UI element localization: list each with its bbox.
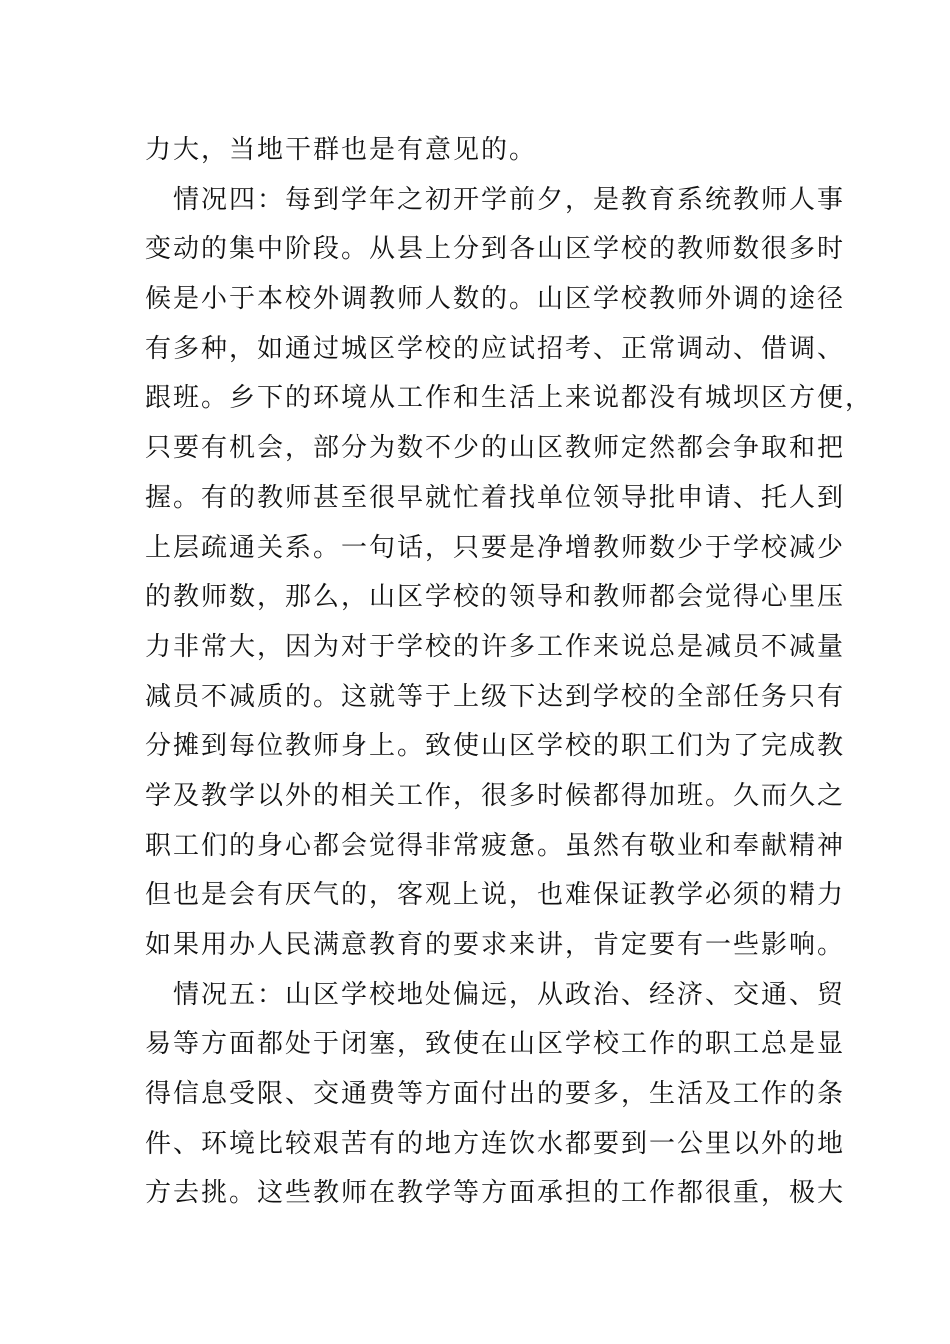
paragraph-start-line: 情况四：每到学年之初开学前夕，是教育系统教师人事	[145, 184, 846, 215]
text-line: 候是小于本校外调教师人数的。山区学校教师外调的途径	[145, 284, 846, 315]
text-line: 学及教学以外的相关工作，很多时候都得加班。久而久之	[145, 780, 846, 811]
text-line: 如果用办人民满意教育的要求来讲，肯定要有一些影响。	[145, 930, 846, 960]
text-line: 件、环境比较艰苦有的地方连饮水都要到一公里以外的地	[145, 1128, 846, 1159]
text-line: 分摊到每位教师身上。致使山区学校的职工们为了完成教	[145, 731, 846, 762]
text-line: 上层疏通关系。一句话，只要是净增教师数少于学校减少	[145, 532, 846, 563]
text-line: 得信息受限、交通费等方面付出的要多，生活及工作的条	[145, 1079, 846, 1110]
text-line: 跟班。乡下的环境从工作和生活上来说都没有城坝区方便，	[145, 383, 874, 414]
text-line: 变动的集中阶段。从县上分到各山区学校的教师数很多时	[145, 234, 846, 265]
text-line: 的教师数，那么，山区学校的领导和教师都会觉得心里压	[145, 582, 846, 613]
text-line: 只要有机会，部分为数不少的山区教师定然都会争取和把	[145, 433, 846, 464]
text-line: 但也是会有厌气的，客观上说，也难保证教学必须的精力	[145, 880, 846, 911]
text-line: 易等方面都处于闭塞，致使在山区学校工作的职工总是显	[145, 1029, 846, 1060]
text-line: 减员不减质的。这就等于上级下达到学校的全部任务只有	[145, 681, 846, 712]
text-line: 有多种，如通过城区学校的应试招考、正常调动、借调、	[145, 333, 846, 364]
body-text	[145, 126, 874, 1219]
text-line: 握。有的教师甚至很早就忙着找单位领导批申请、托人到	[145, 482, 846, 513]
paragraph-start-line: 情况五：山区学校地处偏远，从政治、经济、交通、贸	[145, 979, 846, 1010]
text-line: 方去挑。这些教师在教学等方面承担的工作都很重，极大	[145, 1178, 846, 1209]
text-line: 力大，当地干群也是有意见的。	[145, 135, 538, 165]
text-line: 职工们的身心都会觉得非常疲惫。虽然有敬业和奉献精神	[145, 830, 846, 861]
text-line: 力非常大，因为对于学校的许多工作来说总是减员不减量	[145, 631, 846, 662]
